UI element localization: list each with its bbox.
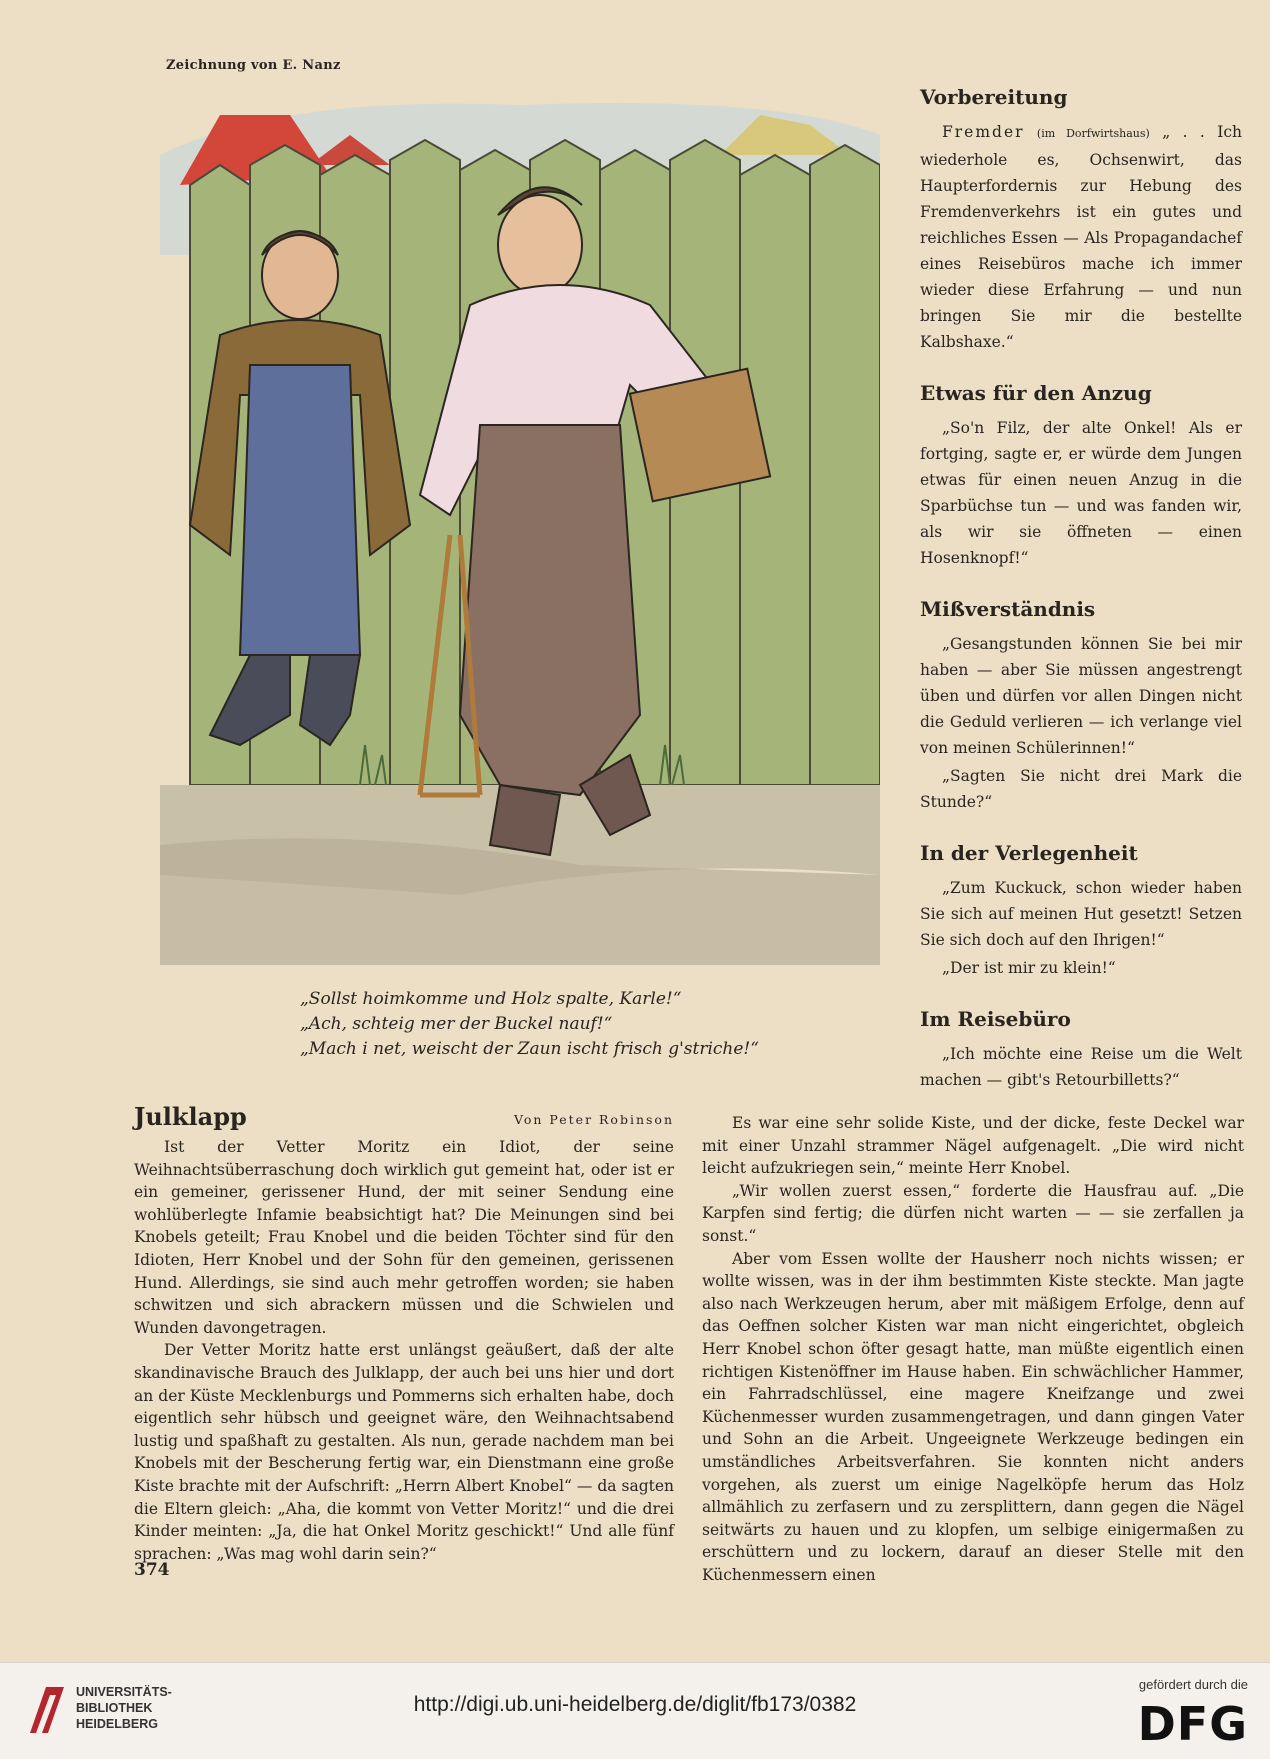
joke-text: „Gesangstunden können Sie bei mir haben — aber Sie müssen angestrengt üben und dürfen vor allen Dingen nicht die Geduld verlieren — ich verlange viel von meinen Schülerinnen!“ (920, 635, 1242, 757)
caption-line: „Ach, schteig mer der Buckel nauf!“ (300, 1014, 613, 1034)
speaker: Fremder (942, 123, 1025, 141)
caption-line: „Mach i net, weischt der Zaun ischt frisch g'striche!“ (300, 1039, 759, 1059)
library-name: UNIVERSITÄTS- BIBLIOTHEK HEIDELBERG (76, 1685, 172, 1731)
joke-missverstaendnis (920, 597, 1242, 815)
joke-title: Im Reisebüro (920, 1007, 1071, 1031)
illustration-credit: Zeichnung von E. Nanz (166, 58, 341, 73)
joke-title: Vorbereitung (920, 85, 1068, 109)
story-column-left (134, 1136, 674, 1565)
funding-note: gefördert durch die (1138, 1677, 1248, 1692)
story-column-right (702, 1112, 1244, 1586)
joke-verlegenheit (920, 841, 1242, 981)
story-paragraph: Es war eine sehr solide Kiste, und der dicke, feste Deckel war mit einer Unzahl strammer Nägel aufgenagelt. „Die wird nicht leicht aufzukriegen sein,“ meinte Herr Knobel. (702, 1114, 1244, 1178)
joke-title: Mißverständnis (920, 597, 1096, 621)
story-author: Von Peter Robinson (513, 1112, 674, 1127)
joke-body: „ . . Ich wiederhole es, Ochsenwirt, das Haupterfordernis zur Hebung des Fremdenverkehrs ist ein gutes und reichliches Essen — Als Propagandachef eines Reisebüros mache ich immer wieder diese Erfahrung — und nun bringen Sie mir die bestellte Kalbshaxe.“ (920, 123, 1242, 351)
story-paragraph: „Wir wollen zuerst essen,“ forderte die Hausfrau auf. „Die Karpfen sind fertig; die dürfen nicht warten — — sie zerfallen ja sonst.“ (702, 1181, 1244, 1245)
joke-title: In der Verlegenheit (920, 841, 1138, 865)
joke-reisebuero (920, 1007, 1242, 1093)
story-paragraph: Ist der Vetter Moritz ein Idiot, der seine Weihnachtsüberraschung doch wirklich gut gemeint hat, oder ist er ein gemeiner, gerissener Hund, der mit seiner Sendung eine wohlüberlegte Infamie beabsichtigt hat? Die Meinungen sind bei Knobels geteilt; Frau Knobel und die beiden Töchter sind für den Idioten, Herr Knobel und der Sohn für den gemeinen, gerissenen Hund. Allerdings, sie sind auch mehr getroffen worden; sie haben schwitzen und sich abrackern müssen und die Schwielen und Wunden davongetragen. (134, 1138, 674, 1337)
joke-text: „Ich möchte eine Reise um die Welt machen — gibt's Retourbilletts?“ (920, 1045, 1242, 1089)
joke-vorbereitung (920, 85, 1242, 355)
joke-text: „So'n Filz, der alte Onkel! Als er fortging, sagte er, er würde dem Jungen etwas für einen neuen Anzug in die Sparbüchse tun — und was fanden wir, als wir sie öffneten — einen Hosenknopf!“ (920, 419, 1242, 567)
joke-text: „Sagten Sie nicht drei Mark die Stunde?“ (920, 767, 1242, 811)
joke-text (920, 119, 1242, 355)
digital-library-footer (0, 1662, 1270, 1759)
caption-line: „Sollst hoimkomme und Holz spalte, Karle!“ (300, 989, 682, 1009)
illustration-caption (300, 987, 800, 1062)
joke-title: Etwas für den Anzug (920, 381, 1152, 405)
joke-text: „Der ist mir zu klein!“ (942, 959, 1116, 977)
permalink-url[interactable]: http://digi.ub.uni-heidelberg.de/diglit/fb173/0382 (413, 1693, 857, 1716)
page-number: 374 (134, 1560, 170, 1580)
story-paragraph: Der Vetter Moritz hatte erst unlängst geäußert, daß der alte skandinavische Brauch des Julklapp, der auch bei uns hier und dort an der Küste Mecklenburgs und Pommerns sich erhalten habe, doch eigentlich sehr hübsch und geeignet wäre, den Weihnachtsabend lustig und spaßhaft zu gestalten. Als nun, gerade nachdem man bei Knobels mit der Bescherung fertig war, ein Dienstmann eine große Kiste brachte mit der Aufschrift: „Herrn Albert Knobel“ — da sagten die Eltern gleich: „Aha, die kommt von Vetter Moritz!“ und die drei Kinder meinten: „Ja, die hat Onkel Moritz geschickt!“ Und alle fünf sprachen: „Was mag wohl darin sein?“ (134, 1341, 674, 1563)
joke-anzug (920, 381, 1242, 571)
story-paragraph: Aber vom Essen wollte der Hausherr noch nichts wissen; er wollte wissen, was in der ihm bestimmten Kiste steckte. Man jagte also nach Werkzeugen herum, aber mit mäßigem Erfolge, denn auf das Oeffnen solcher Kisten war man nicht eingerichtet, obgleich Herr Knobel schon öfter gesagt hatte, man müßte eigentlich einen richtigen Kistenöffner im Hause haben. Ein schwächlicher Hammer, ein Fahrradschlüssel, eine magere Kneifzange und zwei Küchenmesser wurden zusammengetragen, und dann gingen Vater und Sohn an die Arbeit. Ungeeignete Werkzeuge bedingen ein umständliches Arbeitsverfahren. Sie konnten nicht anders vorgehen, als zuerst um einige Nagelköpfe herum das Holz allmählich zu zerfasern und zu zersplittern, dann gegen die Nägel seitwärts zu hauen und zu klopfen, um selbige einigermaßen zu erschüttern und zu lockern, darauf an dieser Stelle mit den Küchenmessern einen (702, 1249, 1244, 1584)
joke-column (920, 85, 1242, 1119)
dfg-logo: DFG (1137, 1697, 1248, 1751)
story-title: Julklapp (134, 1102, 247, 1131)
joke-text: „Zum Kuckuck, schon wieder haben Sie sich auf meinen Hut gesetzt! Setzen Sie sich doch auf den Ihrigen!“ (920, 879, 1242, 949)
story-header (134, 1102, 674, 1136)
illustration-two-men-at-fence (160, 95, 880, 965)
speaker-note: (im Dorfwirtshaus) (1036, 127, 1150, 140)
